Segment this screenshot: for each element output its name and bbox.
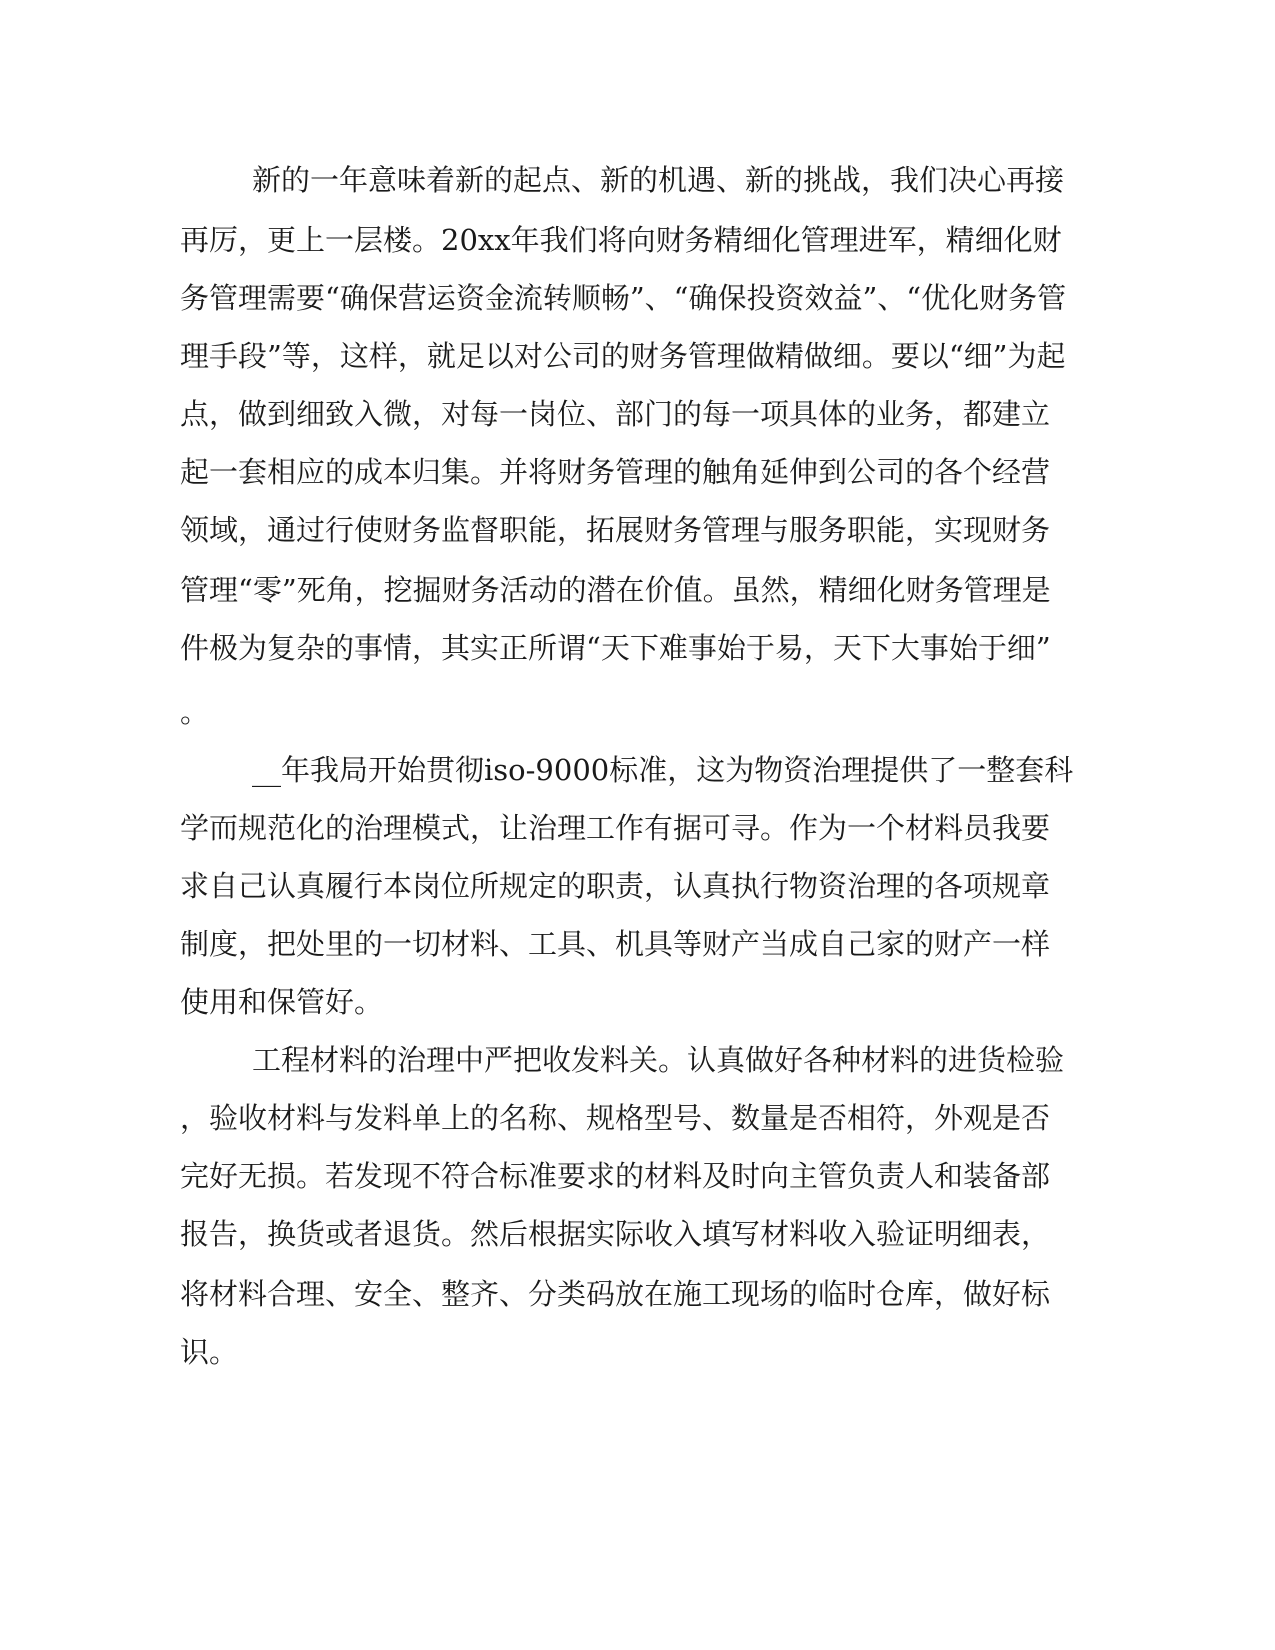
paragraph-line: 求自己认真履行本岗位所规定的职责，认真执行物资治理的各项规章 <box>180 869 1051 903</box>
paragraph-line: 。 <box>180 695 210 729</box>
paragraph-line: 理手段”等，这样，就足以对公司的财务管理做精做细。要以“细”为起 <box>180 339 1066 373</box>
paragraph-line: __年我局开始贯彻iso-9000标准，这为物资治理提供了一整套科 <box>252 753 1074 787</box>
paragraph-line: 再厉，更上一层楼。20xx年我们将向财务精细化管理进军，精细化财 <box>180 223 1062 257</box>
paragraph-line: ，验收材料与发料单上的名称、规格型号、数量是否相符，外观是否 <box>180 1101 1051 1135</box>
paragraph-line: 将材料合理、安全、整齐、分类码放在施工现场的临时仓库，做好标 <box>180 1277 1051 1311</box>
paragraph-line: 起一套相应的成本归集。并将财务管理的触角延伸到公司的各个经营 <box>180 455 1051 489</box>
paragraph-line: 完好无损。若发现不符合标准要求的材料及时向主管负责人和装备部 <box>180 1159 1051 1193</box>
paragraph-line: 务管理需要“确保营运资金流转顺畅”、“确保投资效益”、“优化财务管 <box>180 281 1067 315</box>
paragraph-line: 管理“零”死角，挖掘财务活动的潜在价值。虽然，精细化财务管理是 <box>180 573 1051 607</box>
paragraph-line: 领域，通过行使财务监督职能，拓展财务管理与服务职能，实现财务 <box>180 513 1051 547</box>
paragraph-line: 件极为复杂的事情，其实正所谓“天下难事始于易，天下大事始于细” <box>180 631 1051 665</box>
paragraph-line: 报告，换货或者退货。然后根据实际收入填写材料收入验证明细表， <box>180 1217 1051 1251</box>
paragraph-line: 学而规范化的治理模式，让治理工作有据可寻。作为一个材料员我要 <box>180 811 1051 845</box>
paragraph-line: 点，做到细致入微，对每一岗位、部门的每一项具体的业务，都建立 <box>180 397 1051 431</box>
paragraph-line: 使用和保管好。 <box>180 985 384 1019</box>
paragraph-line: 新的一年意味着新的起点、新的机遇、新的挑战，我们决心再接 <box>252 163 1065 197</box>
paragraph-line: 识。 <box>180 1335 239 1369</box>
paragraph-line: 工程材料的治理中严把收发料关。认真做好各种材料的进货检验 <box>252 1043 1065 1077</box>
paragraph-line: 制度，把处里的一切材料、工具、机具等财产当成自己家的财产一样 <box>180 927 1051 961</box>
